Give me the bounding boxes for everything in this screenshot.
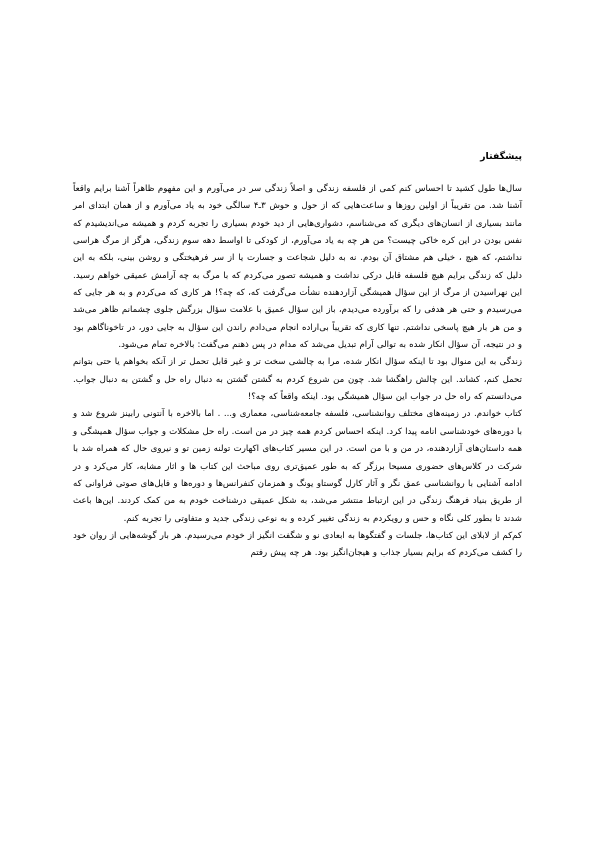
paragraph-3: کتاب خواندم. در زمینه‌های مختلف روانشناسی، فلسفه جامعه‌شناسی، معماری و... . اما بالاخره با آنتونی رابینز شروع شد و با دوره‌های خودشناسی انامه پیدا کرد. اینکه احساس کردم همه چیز در من است. راه حل مشکلات و جواب سؤال همیشگی و همه داستان‌های آزاردهنده، در من و با من است. در این مسیر کتاب‌های اکهارت تولنه زمین تو و نیروی حال که همراه شد با شرکت در کلاس‌های حضوری مسیحا برزگر که به طور عمیق‌تری روی مباحث این کتاب ها و اثار مشابه، کار می‌کرد و در ادامه آشنایی با روانشناسی عمق نگر و آثار کارل گوستاو یونگ و همزمان کنفرانس‌ها و دوره‌ها و فایل‌های صوتی فراوانی که از طریق بنیاد فرهنگ زندگی در این ارتباط منتشر می‌شد، به شکل عمیقی درشناخت خودم به من کمک کردند. این‌ها باعث شدند تا بطور کلی نگاه و حس و رویکردم به زندگی تغییر کرده و به نوعی زندگی جدید و متفاوتی را تجربه کنم.: [73, 409, 522, 524]
page-title: پیشگفتار: [480, 151, 522, 162]
paragraph-4: کم‌کم از لابلای این کتاب‌ها، جلسات و گفتگوها به ابعادی نو و شگفت انگیز از خودم می‌رسیدم. هر بار گوشه‌هایی از روان خود را کشف می‌کردم که برایم بسیار جذاب و هیجان‌انگیز بود. هر چه پیش رفتم: [73, 530, 522, 559]
page-content: [73, 150, 522, 563]
paragraph-1: سال‌ها طول کشید تا احساس کنم کمی از فلسفه زندگی و اصلاً زندگی سر در می‌آورم و این مفهوم ظاهراً آشنا برایم واقعاً آشنا شد. من تقریباً از اولین روزها و ساعت‌هایی که از حول و حوش ۳ـ۴ سالگی خود به یاد می‌آورم و از همان ابتدای امر مانند بسیاری از انسان‌های دیگری که می‌شناسم، دشواری‌هایی از دید خودم بسیاری را تجربه کردم و همیشه می‌اندیشیدم که نفس بودن در این کره خاکی چیست؟ من هر چه به یاد می‌آورم، از کودکی تا اواسط دهه سوم زندگی، هرگز از مرگ هراسی نداشتم، که هیچ ، خیلی هم مشتاق آن بودم. نه به دلیل شجاعت و جسارت یا از سر فرهیختگی و روشن بینی، بلکه به این دلیل که زندگی برایم هیچ فلسفه قابل درکی نداشت و همیشه تصور می‌کردم که با مرگ به چه آرامش عمیقی خواهم رسید. این نهراسیدن از مرگ از این سؤال همیشگی آزاردهنده نشأت می‌گرفت که، که چه؟! هر کاری که می‌کردم و به هر جایی که می‌رسیدم و حتی هر هدفی را که برآورده می‌دیدم، باز این سؤال عمیق با علامت سؤال بزرگش جلوی چشمانم ظاهر می‌شد و من هر بار هیچ پاسخی نداشتم. تنها کاری که تقریباً بی‌اراده انجام می‌دادم راندن این سؤال به جایی دور، در تاخوناگاهم بود و در نتیجه، آن سؤال انکار شده به توالی آرام تبدیل می‌شد که مدام در پس ذهنم می‌گفت: بالاخره تمام می‌شود.: [73, 184, 522, 351]
paragraph-2: زندگی به این منوال بود تا اینکه سؤال انکار شده، مرا به چالشی سخت تر و غیر قابل تحمل تر از آنکه بخواهم یا حتی بتوانم تحمل کنم، کشاند. این چالش راهگشا شد. چون من شروع کردم به گشتن گشتن به دنبال راه حل و گشتن به دنبال جواب. می‌دانستم که راه حل در جواب این سؤال همیشگی بود. اینکه واقعاً که چه؟!: [73, 357, 522, 403]
